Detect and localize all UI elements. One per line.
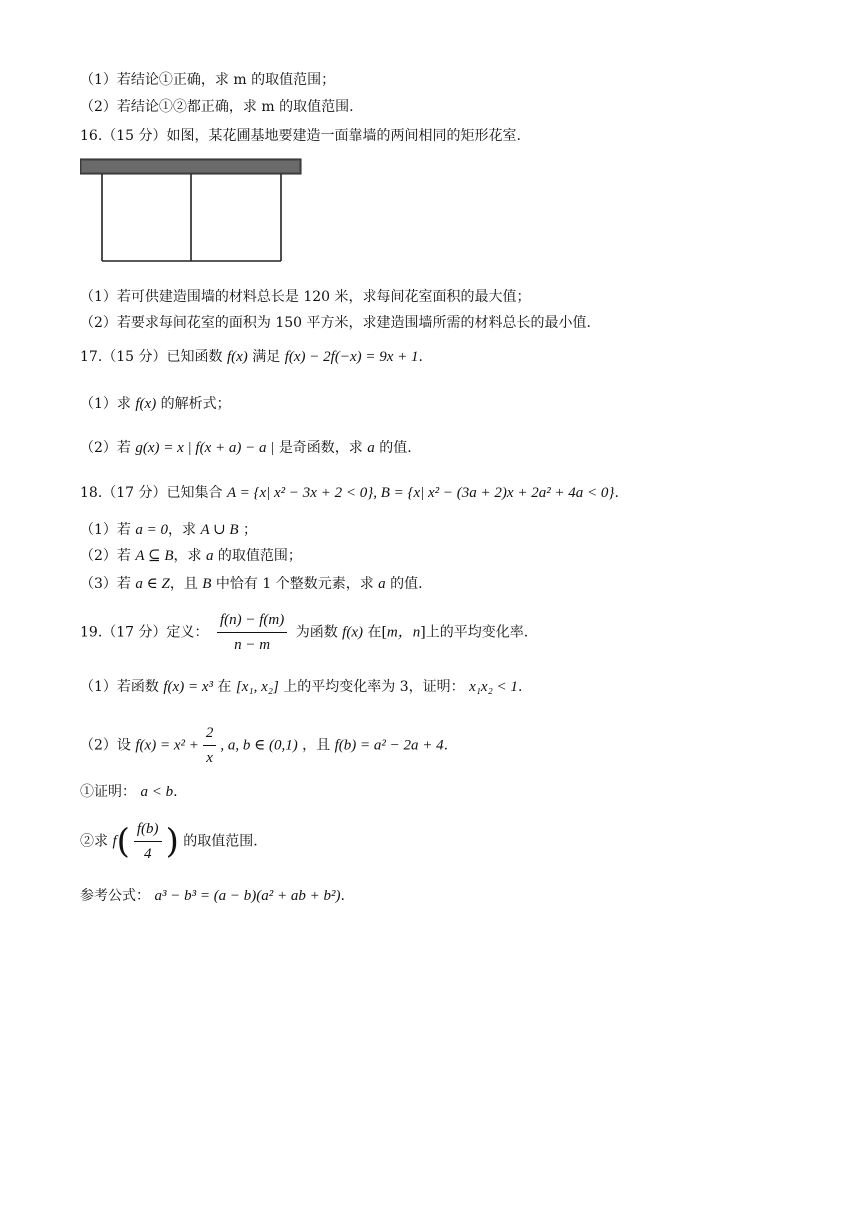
q19-1-middle2: 上的平均变化率为 3，证明：: [283, 679, 465, 695]
left-paren: (: [116, 821, 130, 862]
q19-2-prefix: （2）设: [80, 737, 131, 754]
q18-part1: [80, 520, 257, 540]
q19-stem: [80, 609, 528, 656]
q17-middle: 满足: [252, 349, 281, 365]
q15-part1: （1）若结论①正确，求 m 的取值范围；: [80, 72, 336, 88]
q17-part1: [80, 394, 231, 414]
q18-prefix: 18.（17 分）已知集合: [80, 485, 223, 501]
q16-part1: （1）若可供建造围墙的材料总长是 120 米，求每间花室面积的最大值；: [80, 289, 531, 305]
q17-function: f(x): [226, 349, 248, 365]
q19-2-function: f(x) = x² +: [135, 737, 199, 754]
reference-formula: [80, 886, 345, 906]
q19-2b-function: f: [112, 833, 117, 850]
q15-part2: （2）若结论①②都正确，求 m 的取值范围.: [80, 99, 354, 115]
q18-2-prefix: （2）若: [80, 548, 131, 564]
q18-2-var: a: [205, 548, 214, 564]
q18-1-middle: ，求: [168, 522, 196, 538]
q18-part2: [80, 546, 302, 566]
q17-1-prefix: （1）求: [80, 396, 131, 412]
right-paren: ): [165, 821, 179, 862]
q19-2-denominator: x: [206, 750, 213, 766]
q18-end: .: [614, 485, 619, 501]
q19-1-middle: 在: [217, 679, 232, 695]
q19-1-end: .: [517, 679, 523, 695]
q17-2-var: a: [367, 440, 375, 456]
q19-fraction: [217, 609, 287, 656]
q17-end: .: [418, 349, 423, 365]
q17-1-function: f(x): [135, 396, 157, 412]
q19-prefix: 19.（17 分）定义：: [80, 624, 209, 641]
q19-denominator: n − m: [234, 637, 271, 653]
q19-2-numerator: 2: [203, 722, 217, 746]
q19-1-prefix: （1）若函数: [80, 679, 159, 695]
q19-middle: 为函数: [295, 624, 338, 641]
q19-end: ]上的平均变化率.: [420, 624, 529, 641]
q19-middle2: 在[: [367, 624, 387, 641]
q19-2-middle: ，且: [302, 737, 331, 754]
q19-function: f(x): [342, 624, 363, 641]
q18-stem: [80, 483, 619, 503]
q18-3-condition: a ∈ Z: [135, 576, 170, 592]
q18-3-end: 的值.: [390, 576, 423, 592]
q18-part3: [80, 574, 423, 594]
q19-2b-end: 的取值范围.: [183, 833, 258, 850]
q19-1-interval: [x₁, x₂]: [235, 679, 279, 695]
q17-part2: [80, 438, 412, 458]
q19-interval: m，n: [386, 624, 421, 641]
q18-1-prefix: （1）若: [80, 522, 131, 538]
q17-2-end: 的值.: [379, 440, 412, 456]
q19-2b-prefix: ②求: [80, 833, 108, 850]
q18-2-middle: ，求: [173, 548, 202, 564]
q17-1-end: 的解析式；: [160, 396, 231, 412]
q18-sets: A = {x| x² − 3x + 2 < 0}, B = {x| x² − (3a + 2)x + 2a² + 4a < 0}: [226, 485, 615, 501]
q18-2-condition: A ⊆ B: [135, 548, 174, 564]
q19-2b-numerator: f(b): [134, 818, 162, 842]
q17-equation: f(x) − 2f(−x) = 9x + 1: [284, 349, 419, 365]
q19-part2: [80, 722, 448, 769]
q19-2-domain: , a, b ∈ (0,1): [220, 737, 298, 754]
q19-2a-end: .: [173, 784, 178, 800]
q16-stem: 16.（15 分）如图，某花圃基地要建造一面靠墙的两间相同的矩形花室.: [80, 128, 521, 144]
q19-1-function: f(x) = x³: [163, 679, 213, 695]
q18-3-set: B: [202, 576, 212, 592]
q18-2-end: 的取值范围；: [217, 548, 302, 564]
ref-prefix: 参考公式：: [80, 888, 150, 904]
q19-part2-a: [80, 782, 178, 802]
q19-2-fraction: [203, 722, 217, 769]
q19-part2-b: [80, 818, 258, 865]
q19-2a-prefix: ①证明：: [80, 784, 136, 800]
q18-3-var: a: [378, 576, 386, 592]
q17-2-prefix: （2）若: [80, 440, 131, 456]
q19-part1: [80, 677, 522, 697]
q17-prefix: 17.（15 分）已知函数: [80, 349, 223, 365]
q17-2-middle: 是奇函数，求: [278, 440, 363, 456]
q19-2-end: .: [443, 737, 449, 754]
q18-3-prefix: （3）若: [80, 576, 131, 592]
q18-1-end: ；: [243, 522, 258, 538]
q19-numerator: f(n) − f(m): [217, 609, 287, 633]
greenhouse-diagram: [80, 157, 304, 265]
q18-1-union: A ∪ B: [200, 522, 239, 538]
q19-2-equation: f(b) = a² − 2a + 4: [334, 737, 444, 754]
ref-end: .: [340, 888, 345, 904]
q18-3-middle: ，且: [169, 576, 198, 592]
q19-2b-denominator: 4: [143, 846, 152, 862]
q19-1-inequality: x₁x₂ < 1: [469, 679, 518, 695]
q18-1-condition: a = 0: [135, 522, 168, 538]
ref-equation: a³ − b³ = (a − b)(a² + ab + b²): [154, 888, 341, 904]
q18-3-middle2: 中恰有 1 个整数元素，求: [215, 576, 374, 592]
q16-part2: （2）若要求每间花室的面积为 150 平方米，求建造围墙所需的材料总长的最小值.: [80, 315, 591, 331]
q17-2-equation: g(x) = x | f(x + a) − a |: [135, 440, 275, 456]
q19-2b-fraction: [134, 818, 162, 865]
q19-2a-inequality: a < b: [140, 784, 174, 800]
wall-texture: [82, 161, 299, 172]
q17-stem: [80, 347, 423, 367]
